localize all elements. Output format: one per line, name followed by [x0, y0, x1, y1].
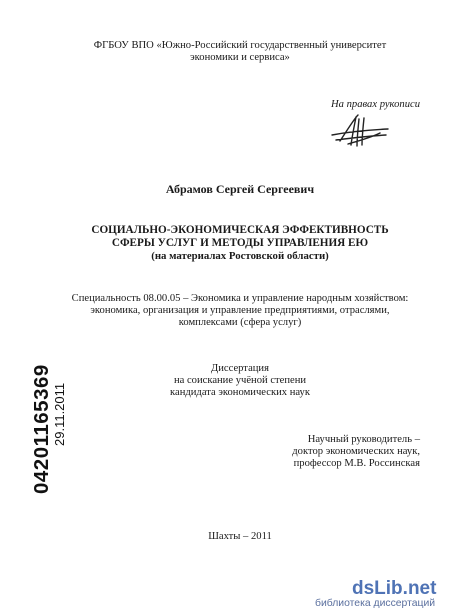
author-name: Абрамов Сергей Сергеевич [165, 182, 315, 196]
title-line-1: СОЦИАЛЬНО-ЭКОНОМИЧЕСКАЯ ЭФФЕКТИВНОСТЬ [91, 224, 389, 236]
dissertation-subtitle: (на материалах Ростовской области) [151, 250, 329, 262]
supervisor-block [210, 434, 420, 470]
dslib-logo: dsLib.net [352, 578, 437, 599]
signature-image [318, 111, 398, 153]
registration-date: 29.11.2011 [52, 382, 67, 446]
institution-line-2: экономики и сервиса» [190, 52, 290, 63]
degree-block [40, 363, 440, 399]
specialty-line-1: Специальность 08.00.05 – Экономика и управление народным хозяйством: [71, 293, 409, 304]
specialty-line-3: комплексами (сфера услуг) [178, 317, 302, 328]
degree-line-2: на соискание учёной степени [173, 375, 307, 386]
specialty-block [40, 293, 440, 329]
institution-header [40, 40, 440, 64]
supervisor-line-1: Научный руководитель – [307, 434, 420, 445]
supervisor-line-3: профессор М.В. Россинская [293, 458, 420, 469]
degree-line-3: кандидата экономических наук [170, 387, 310, 398]
manuscript-rights-label: На правах рукописи [331, 99, 420, 110]
institution-line-1: ФГБОУ ВПО «Южно-Российский государственный университет [93, 40, 387, 51]
registration-number: 04201165369 [30, 364, 53, 494]
dslib-caption: библиотека диссертаций [315, 598, 436, 609]
dissertation-title [40, 224, 440, 249]
supervisor-line-2: доктор экономических наук, [292, 446, 420, 457]
degree-line-1: Диссертация [211, 363, 269, 374]
specialty-line-2: экономика, организация и управление предприятиями, отраслями, [90, 305, 390, 316]
city-year: Шахты – 2011 [208, 531, 272, 542]
title-line-2: СФЕРЫ УСЛУГ И МЕТОДЫ УПРАВЛЕНИЯ ЕЮ [111, 236, 369, 249]
